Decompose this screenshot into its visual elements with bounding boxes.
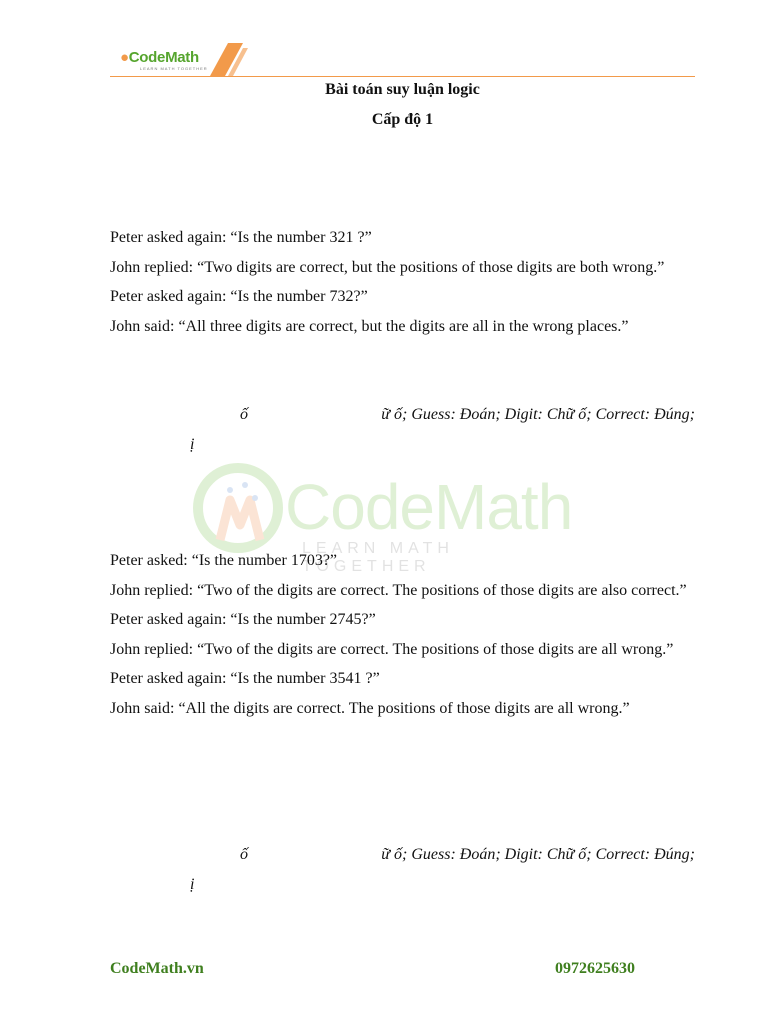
logo-tagline: LEARN MATH TOGETHER [140, 66, 208, 71]
dialogue-line: John replied: “Two of the digits are correct. The positions of those digits are also correct.” [110, 581, 687, 599]
doc-title: Bài toán suy luận logic [325, 81, 480, 98]
vocab-fragment: ữ ố; Guess: Đoán; Digit: Chữ ố; Correct: Đúng; [381, 406, 695, 423]
watermark-icon [190, 460, 290, 560]
problem-1 [110, 223, 695, 341]
vocab-fragment: ố [240, 846, 248, 863]
vocabulary-note-2 [110, 840, 695, 900]
page-header [110, 40, 695, 80]
dialogue-line: Peter asked: “Is the number 1703?” [110, 552, 338, 569]
vocab-fragment: ị [190, 876, 195, 893]
doc-subtitle: Cấp độ 1 [371, 111, 434, 128]
vocab-fragment: ị [190, 436, 195, 453]
dialogue-line: Peter asked again: “Is the number 3541 ?” [110, 670, 380, 687]
dialogue-line: John said: “All the digits are correct. The positions of those digits are all wrong.” [110, 699, 630, 717]
footer-website: CodeMath.vn [110, 960, 204, 977]
dialogue-line: John replied: “Two of the digits are correct. The positions of those digits are all wrong.” [110, 640, 674, 658]
dialogue-line: Peter asked again: “Is the number 2745?” [110, 611, 376, 628]
dialogue-line: John replied: “Two digits are correct, but the positions of those digits are both wrong.” [110, 258, 665, 276]
vocabulary-note-1 [110, 400, 695, 460]
vocab-fragment: ữ ố; Guess: Đoán; Digit: Chữ ố; Correct: Đúng; [381, 846, 695, 863]
dialogue-line: John said: “All three digits are correct, but the digits are all in the wrong places.” [110, 317, 629, 335]
dialogue-line: Peter asked again: “Is the number 321 ?” [110, 229, 372, 246]
footer-phone: 0972625630 [555, 960, 635, 977]
codemath-logo [110, 42, 240, 78]
problem-2 [110, 546, 695, 723]
vocab-fragment: ố [240, 406, 248, 423]
watermark-text: CodeMath [285, 471, 573, 543]
dialogue-line: Peter asked again: “Is the number 732?” [110, 288, 368, 305]
logo-text: ●CodeMath [120, 49, 199, 66]
header-rule [110, 76, 695, 77]
watermark-tagline: LEARN MATH TOGETHER [302, 540, 454, 575]
